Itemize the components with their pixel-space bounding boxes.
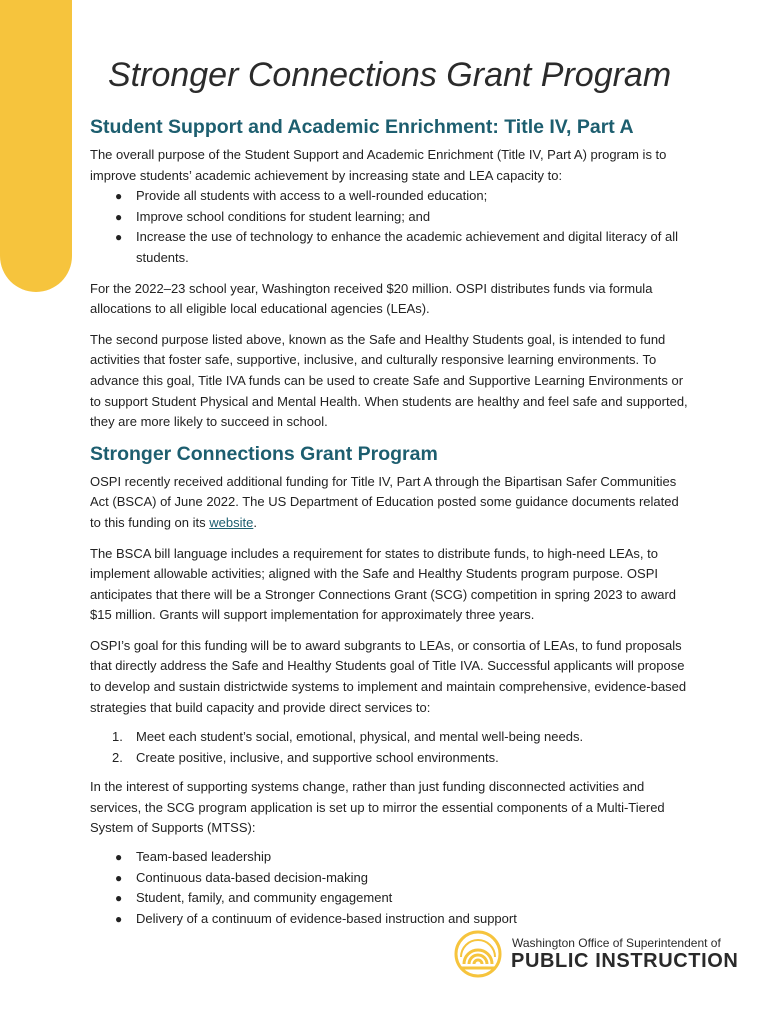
section2-goal-paragraph: OSPI’s goal for this funding will be to award subgrants to LEAs, or consortia of LEAs, to fund proposals that directly address the Safe and Healthy Students goal of Title IVA. Successful applicants will propose to develop and sustain districtwide systems to implement and maintain comprehensive, evidence-based strategies that build capacity and provide direct services to: <box>90 637 687 715</box>
ospi-logo <box>454 930 744 980</box>
bsca-text-end: . <box>253 514 257 530</box>
list-item <box>115 909 690 930</box>
section2-mtss-paragraph: In the interest of supporting systems change, rather than just funding disconnected activities and services, the SCG program application is set up to mirror the essential components of a Multi-Tiered System of Supports (MTSS): <box>90 779 665 835</box>
list-item <box>115 227 690 268</box>
section2-bullet-list <box>90 847 690 929</box>
list-item <box>115 847 690 868</box>
org-name-line1: Washington Office of Superintendent of <box>512 936 721 950</box>
org-name-line2: PUBLIC INSTRUCTION <box>511 950 739 972</box>
list-item-text: Continuous data-based decision-making <box>136 869 368 885</box>
accent-bar <box>0 0 72 292</box>
list-item-text: Delivery of a continuum of evidence-based instruction and support <box>136 910 517 926</box>
section1-purpose-paragraph: The second purpose listed above, known as the Safe and Healthy Students goal, is intended to fund activities that foster safe, supportive, inclusive, and culturally responsive learning environments. To advance this goal, Title IVA funds can be used to create Safe and Supportive Learning Environments or to support Student Physical and Mental Health. When students are healthy and feel safe and supported, they are more likely to succeed in school. <box>90 331 688 430</box>
list-item <box>115 868 690 889</box>
section1-funding-paragraph: For the 2022–23 school year, Washington received $20 million. OSPI distributes funds via formula allocations to all eligible local educational agencies (LEAs). <box>90 280 653 317</box>
document-body <box>90 114 690 929</box>
bullet-icon: ● <box>115 891 123 906</box>
list-item-text: Team-based leadership <box>136 849 272 865</box>
list-item-text: Improve school conditions for student learning; and <box>136 208 431 224</box>
section2-bsca-paragraph <box>90 472 690 534</box>
list-item <box>115 888 690 909</box>
bullet-icon: ● <box>115 870 123 885</box>
bullet-icon: ● <box>115 230 123 245</box>
bullet-icon: ● <box>115 189 123 204</box>
numbered-item <box>112 727 690 748</box>
bullet-icon: ● <box>115 209 123 224</box>
item-number: 2. <box>112 749 123 765</box>
numbered-item-text: Meet each student’s social, emotional, physical, and mental well-being needs. <box>136 729 584 745</box>
bullet-icon: ● <box>115 850 123 865</box>
section1-bullet-list <box>90 186 690 268</box>
list-item-text: Provide all students with access to a well-rounded education; <box>136 188 488 204</box>
page-title: Stronger Connections Grant Program <box>108 56 672 94</box>
list-item <box>115 186 690 207</box>
section2-numbered-list <box>90 727 690 768</box>
numbered-item-text: Create positive, inclusive, and supportive school environments. <box>136 749 499 765</box>
list-item-text: Increase the use of technology to enhance the academic achievement and digital literacy of all students. <box>136 229 679 265</box>
ospi-sunrise-logo-icon <box>454 930 502 978</box>
item-number: 1. <box>112 729 123 745</box>
website-link[interactable]: website <box>209 514 254 530</box>
bullet-icon: ● <box>115 911 123 926</box>
bsca-text: OSPI recently received additional funding for Title IV, Part A through the Bipartisan Safer Communities Act (BSCA) of June 2022. The US Department of Education posted some guidance documents related to this funding on its <box>90 473 679 530</box>
section-heading-title-iv: Student Support and Academic Enrichment: Title IV, Part A <box>90 116 634 138</box>
list-item-text: Student, family, and community engagement <box>136 890 393 906</box>
numbered-item <box>112 748 690 769</box>
list-item <box>115 207 690 228</box>
section-heading-scg: Stronger Connections Grant Program <box>90 442 438 465</box>
section1-intro: The overall purpose of the Student Support and Academic Enrichment (Title IV, Part A) program is to improve students’ academic achievement by increasing state and LEA capacity to: <box>90 147 667 183</box>
section2-bill-paragraph: The BSCA bill language includes a requirement for states to distribute funds, to high-need LEAs, to implement allowable activities; aligned with the Safe and Healthy Students program purpose. OSPI anticipates that there will be a Stronger Connections Grant (SCG) competition in spring 2023 to award $15 million. Grants will support implementation for approximately three years. <box>90 545 677 623</box>
